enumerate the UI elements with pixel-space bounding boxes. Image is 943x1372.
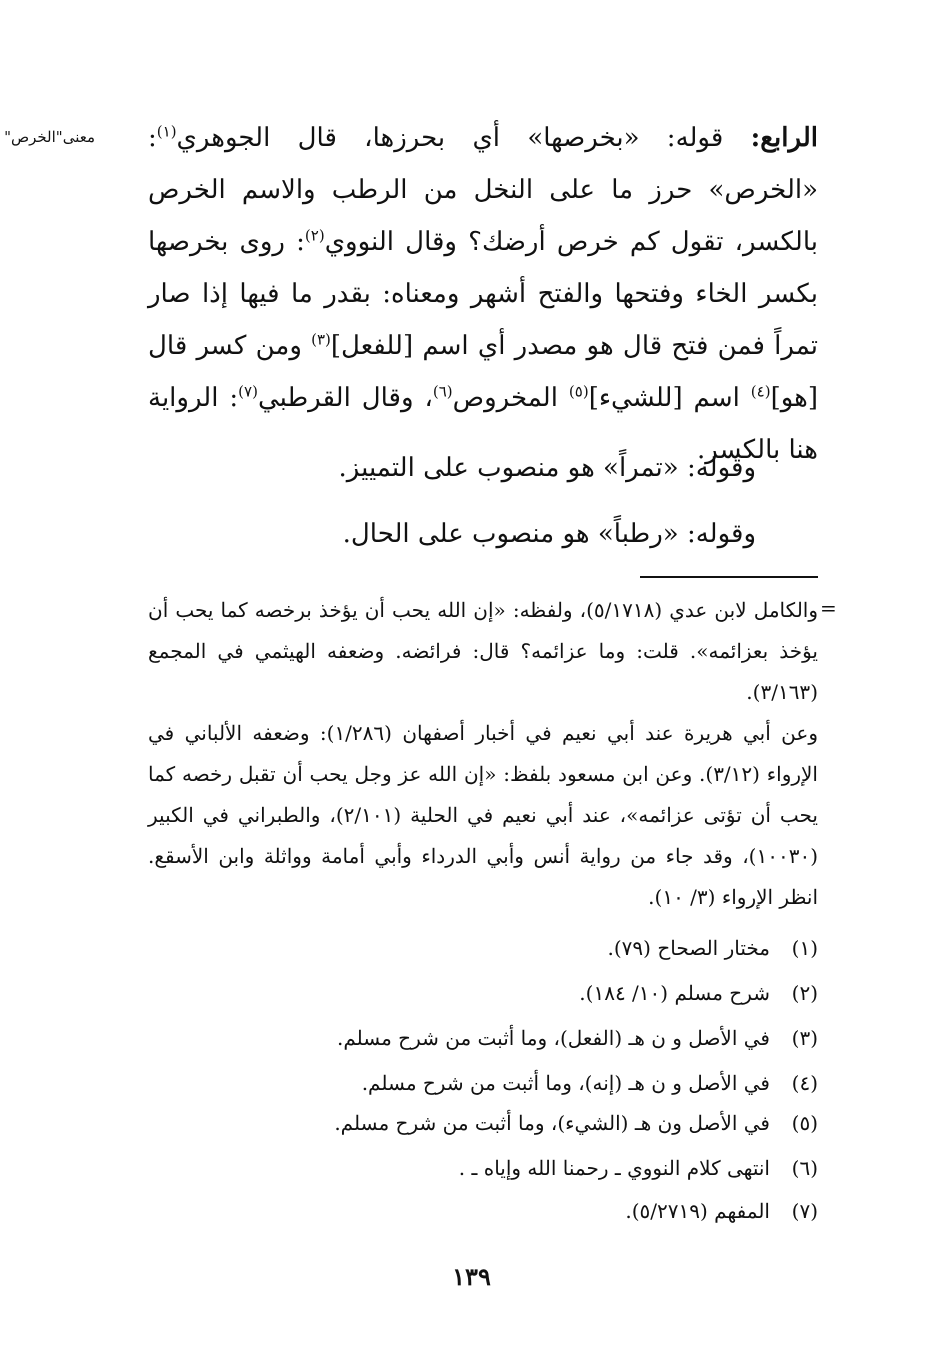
footnote-text: في الأصل ون هـ (الشيء)، وما أثبت من شرح مسلم. (334, 1111, 770, 1135)
footnote-6 (148, 1148, 818, 1189)
text-segment: قوله: «بخرصها» أي بحرزها، قال الجوهري (176, 123, 751, 153)
text-segment: المخروص (452, 383, 569, 413)
main-paragraph-1 (148, 112, 818, 476)
main-paragraph-2: وقوله: «تمراً» هو منصوب على التمييز. (338, 453, 756, 483)
footnote-text: انتهى كلام النووي ـ رحمنا الله وإياه ـ . (458, 1156, 770, 1180)
note-paragraph-2: وعن أبي هريرة عند أبي نعيم في أخبار أصفهان (١/٢٨٦): وضعفه الألباني في الإرواء (٣/١٢). وعن ابن مسعود بلفظ: «إن الله عز وجل يحب أن تقبل رخصه كما يحب أن تؤتى عزائمه»، عند أبي نعيم في الحلية (٢/١٠١)، والطبراني في الكبير (١٠٠٣٠)، وقد جاء من رواية أنس وأبي الدرداء وأبي أمامة وواثلة وابن الأسقع. انظر الإرواء (٣/ ١٠). (148, 721, 818, 909)
paragraph-lead: الرابع: (750, 123, 818, 153)
text-segment: اسم [للشيء] (588, 383, 751, 413)
footnote-ref-5: (٥) (568, 382, 589, 401)
footnote-number: (١) (791, 936, 818, 960)
footnote-number: (٧) (791, 1199, 818, 1223)
text-segment: ، وقال القرطبي (257, 383, 433, 413)
footnote-ref-1: (١) (156, 122, 177, 141)
footnote-separator (640, 576, 818, 578)
footnote-ref-4: (٤) (750, 382, 771, 401)
footnote-1 (148, 928, 818, 969)
text-segment: : روى بخرصها بكسر الخاء وفتحها والفتح أشهر ومعناه: بقدر ما فيها إذا صار تمراً فمن فتح قال هو مصدر أي اسم [للفعل] (148, 227, 818, 361)
footnote-5 (148, 1103, 818, 1144)
footnote-7 (148, 1191, 818, 1232)
main-paragraph-3: وقوله: «رطباً» هو منصوب على الحال. (342, 519, 756, 549)
text-segment: : الرواية هنا بالكسر. (148, 383, 818, 465)
footnote-3 (148, 1018, 818, 1059)
footnote-number: (٥) (791, 1111, 818, 1135)
footnote-number: (٤) (791, 1071, 818, 1095)
footnote-ref-2: (٢) (304, 226, 325, 245)
footnote-number: (٣) (791, 1026, 818, 1050)
footnote-2 (148, 973, 818, 1014)
footnote-ref-7: (٧) (238, 382, 258, 401)
footnote-text: مختار الصحاح (٧٩). (607, 936, 770, 960)
footnote-continuation (148, 590, 818, 918)
footnote-text: في الأصل و ن هـ (الفعل)، وما أثبت من شرح مسلم. (336, 1026, 770, 1050)
continuation-mark: = (820, 596, 837, 620)
footnote-text: شرح مسلم (١٠/ ١٨٤). (579, 981, 770, 1005)
footnote-number: (٦) (791, 1156, 818, 1180)
footnote-text: المفهم (٥/٢٧١٩). (625, 1199, 770, 1223)
page-number: ١٣٩ (452, 1262, 491, 1291)
footnote-4 (148, 1063, 818, 1104)
text-segment: : «الخرص» حرز ما على النخل من الرطب والاسم الخرص بالكسر، تقول كم خرص أرضك؟ وقال النووي (148, 123, 818, 257)
footnote-ref-3: (٣) (311, 330, 331, 349)
footnote-ref-6: (٦) (432, 382, 453, 401)
margin-note: معنى"الخرص" (4, 128, 95, 146)
footnote-text: في الأصل و ن هـ (إنه)، وما أثبت من شرح مسلم. (361, 1071, 770, 1095)
note-paragraph-1: والكامل لابن عدي (٥/١٧١٨)، ولفظه: «إن الله يحب أن يؤخذ برخصه كما يحب أن يؤخذ بعزائمه». قلت: وما عزائمه؟ قال: فرائضه. وضعفه الهيثمي في المجمع (٣/١٦٣). (148, 598, 818, 704)
text-segment: ومن كسر قال [هو] (148, 331, 819, 413)
main-text (148, 112, 819, 549)
footnote-number: (٢) (791, 981, 818, 1005)
